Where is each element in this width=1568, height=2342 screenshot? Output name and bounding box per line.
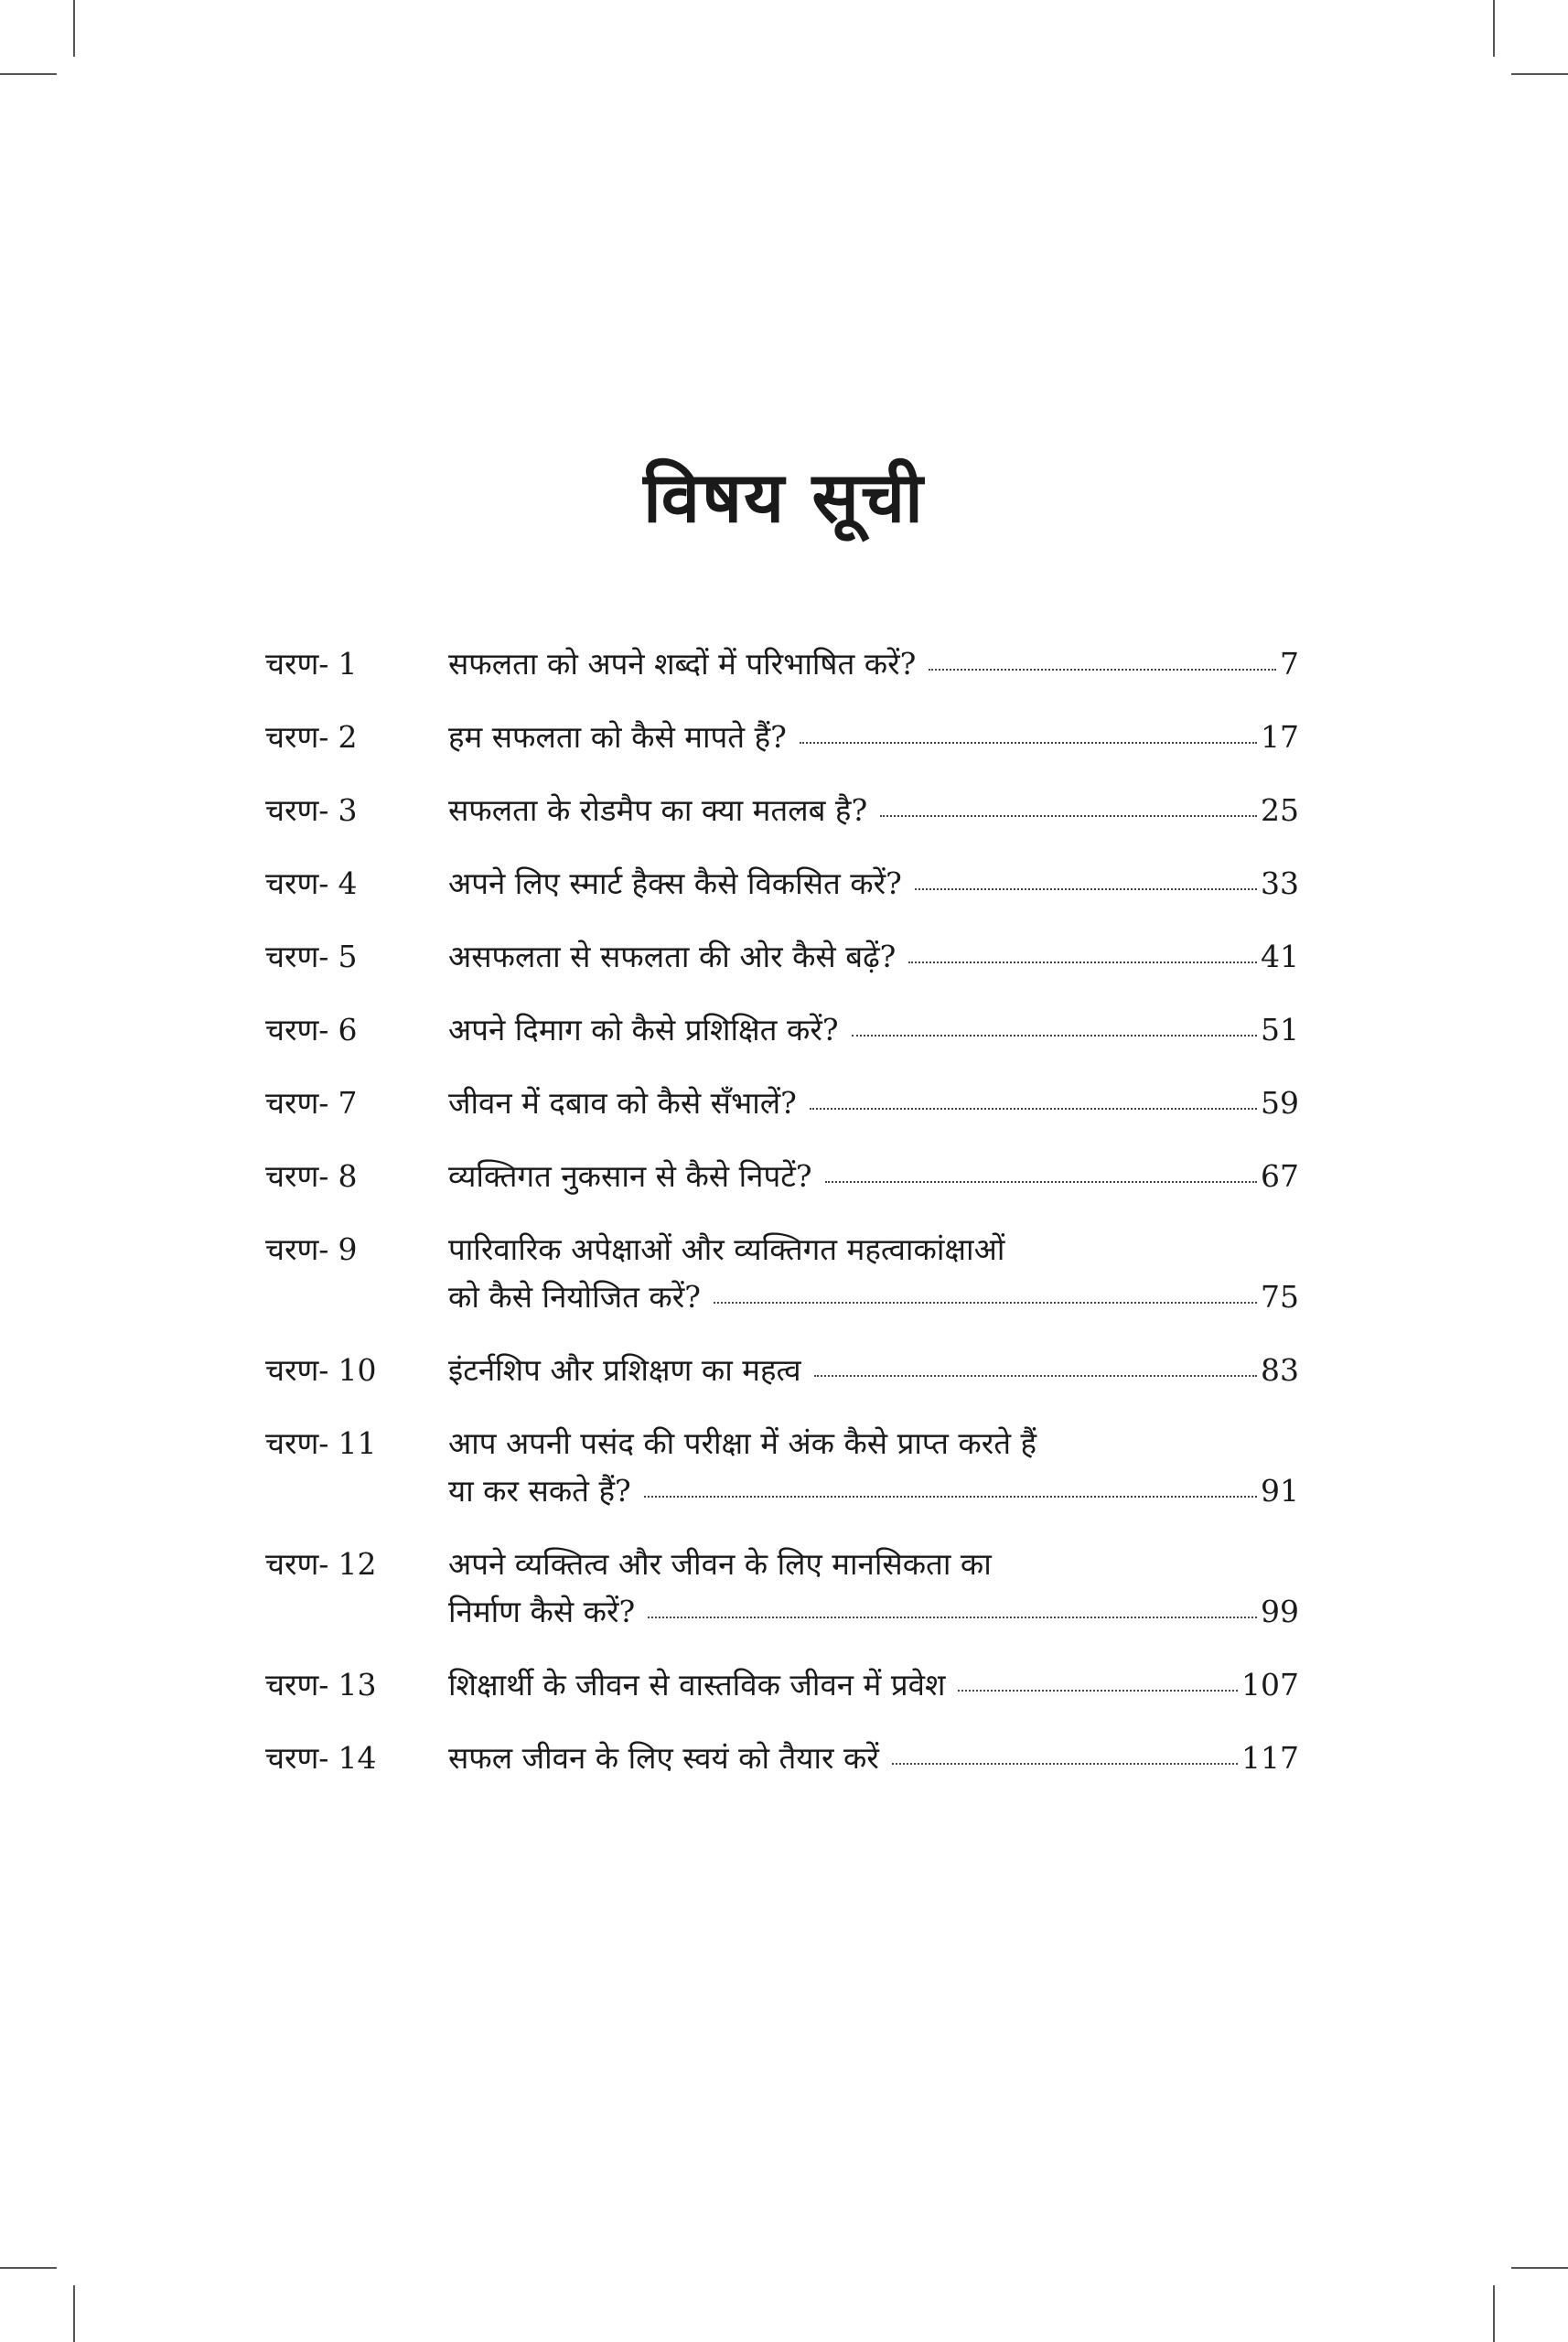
entry-body xyxy=(448,1080,1299,1127)
entry-body xyxy=(448,1226,1299,1321)
entry-body xyxy=(448,714,1299,761)
dot-leader xyxy=(644,1496,1257,1498)
dot-leader xyxy=(852,1035,1257,1037)
chapter-label xyxy=(265,1541,448,1588)
toc-entry xyxy=(265,1006,1299,1054)
chapter-label xyxy=(265,933,448,981)
chapter-number: 4 xyxy=(338,865,358,901)
dot-leader xyxy=(908,962,1257,963)
crop-mark-bottom-right xyxy=(1493,2285,1495,2342)
chapter-word: चरण- xyxy=(265,865,329,901)
chapter-word: चरण- xyxy=(265,1667,329,1703)
entry-title-line: इंटर्नशिप और प्रशिक्षण का महत्व xyxy=(448,1352,801,1388)
chapter-word: चरण- xyxy=(265,1231,329,1267)
chapter-label xyxy=(265,1080,448,1127)
entry-body xyxy=(448,1541,1299,1636)
entry-body xyxy=(448,1347,1299,1394)
entry-title-row xyxy=(448,640,1299,688)
crop-mark-bottom-right-horizontal xyxy=(1511,2267,1568,2269)
entry-title-row xyxy=(448,1467,1299,1515)
chapter-number: 5 xyxy=(338,939,358,974)
entry-body xyxy=(448,860,1299,908)
entry-title-line: को कैसे नियोजित करें? xyxy=(448,1279,701,1315)
entry-title-row xyxy=(448,1661,1299,1709)
chapter-label xyxy=(265,860,448,908)
toc-entry xyxy=(265,1347,1299,1394)
page-number: 75 xyxy=(1261,1279,1299,1315)
entry-title-row xyxy=(448,860,1299,908)
chapter-word: चरण- xyxy=(265,719,329,755)
chapter-number: 13 xyxy=(338,1667,377,1703)
entry-body xyxy=(448,787,1299,834)
chapter-label xyxy=(265,1006,448,1054)
page-number: 25 xyxy=(1261,792,1299,828)
page-number: 7 xyxy=(1280,646,1299,682)
chapter-word: चरण- xyxy=(265,1425,329,1461)
dot-leader xyxy=(648,1617,1257,1618)
table-of-contents xyxy=(265,640,1299,1782)
entry-body xyxy=(448,640,1299,688)
chapter-word: चरण- xyxy=(265,1546,329,1582)
entry-title-line: जीवन में दबाव को कैसे सँभालें? xyxy=(448,1085,797,1121)
page-number: 59 xyxy=(1261,1085,1299,1121)
entry-title-row xyxy=(448,1347,1299,1394)
dot-leader xyxy=(714,1302,1257,1304)
page-title: विषय सूची xyxy=(643,457,925,538)
entry-title-line: सफलता को अपने शब्दों में परिभाषित करें? xyxy=(448,646,917,682)
entry-title-line: हम सफलता को कैसे मापते हैं? xyxy=(448,719,787,755)
crop-mark-bottom-left-horizontal xyxy=(0,2267,57,2269)
dot-leader xyxy=(800,742,1257,744)
page-number: 117 xyxy=(1241,1740,1299,1776)
chapter-label xyxy=(265,1420,448,1467)
entry-title-line: निर्माण कैसे करें? xyxy=(448,1594,636,1629)
chapter-word: चरण- xyxy=(265,939,329,974)
entry-title-row xyxy=(448,933,1299,981)
page-number: 17 xyxy=(1261,719,1299,755)
dot-leader xyxy=(958,1690,1238,1692)
entry-title-line: सफल जीवन के लिए स्वयं को तैयार करें xyxy=(448,1740,879,1776)
entry-title-line: व्यक्तिगत नुकसान से कैसे निपटें? xyxy=(448,1158,812,1194)
chapter-number: 12 xyxy=(338,1546,377,1582)
page-number: 91 xyxy=(1261,1473,1299,1509)
toc-entry xyxy=(265,1735,1299,1782)
page-number: 33 xyxy=(1261,865,1299,901)
chapter-number: 1 xyxy=(338,646,358,682)
entry-body xyxy=(448,933,1299,981)
entry-title-row xyxy=(448,787,1299,834)
toc-entry xyxy=(265,933,1299,981)
toc-entry xyxy=(265,1661,1299,1709)
dot-leader xyxy=(929,669,1276,671)
entry-title-line: पारिवारिक अपेक्षाओं और व्यक्तिगत महत्वाकांक्षाओं xyxy=(448,1231,1005,1267)
chapter-label xyxy=(265,1735,448,1782)
toc-entry xyxy=(265,1541,1299,1636)
chapter-label xyxy=(265,1153,448,1200)
chapter-word: चरण- xyxy=(265,1085,329,1121)
entry-title-line: असफलता से सफलता की ओर कैसे बढ़ें? xyxy=(448,939,897,974)
entry-title-line: अपने लिए स्मार्ट हैक्स कैसे विकसित करें? xyxy=(448,865,902,901)
chapter-number: 11 xyxy=(338,1425,377,1461)
toc-entry xyxy=(265,1226,1299,1321)
page-number: 67 xyxy=(1261,1158,1299,1194)
toc-entry xyxy=(265,787,1299,834)
chapter-label xyxy=(265,1347,448,1394)
entry-body xyxy=(448,1735,1299,1782)
entry-body xyxy=(448,1420,1299,1515)
chapter-number: 14 xyxy=(338,1740,377,1776)
toc-entry xyxy=(265,860,1299,908)
chapter-number: 7 xyxy=(338,1085,358,1121)
chapter-word: चरण- xyxy=(265,1352,329,1388)
page-number: 107 xyxy=(1241,1667,1299,1703)
entry-title-row xyxy=(448,1273,1299,1321)
toc-entry xyxy=(265,714,1299,761)
page-number: 99 xyxy=(1261,1594,1299,1629)
chapter-number: 2 xyxy=(338,719,358,755)
chapter-number: 10 xyxy=(338,1352,377,1388)
crop-mark-top-right xyxy=(1493,0,1495,57)
page-number: 41 xyxy=(1261,939,1299,974)
dot-leader xyxy=(892,1763,1238,1765)
entry-title-row xyxy=(448,1153,1299,1200)
entry-title-line: शिक्षार्थी के जीवन से वास्तविक जीवन में प्रवेश xyxy=(448,1667,946,1703)
chapter-label xyxy=(265,714,448,761)
entry-body xyxy=(448,1006,1299,1054)
entry-title-line: या कर सकते हैं? xyxy=(448,1473,631,1509)
entry-title-line: आप अपनी पसंद की परीक्षा में अंक कैसे प्राप्त करते हैं xyxy=(448,1425,1037,1461)
crop-mark-top-left xyxy=(73,0,75,57)
page-number: 51 xyxy=(1261,1012,1299,1047)
entry-title-line: अपने व्यक्तित्व और जीवन के लिए मानसिकता का xyxy=(448,1546,992,1582)
toc-entry xyxy=(265,1080,1299,1127)
chapter-label xyxy=(265,787,448,834)
toc-entry xyxy=(265,640,1299,688)
chapter-word: चरण- xyxy=(265,1740,329,1776)
crop-mark-top-left-horizontal xyxy=(0,73,57,75)
chapter-word: चरण- xyxy=(265,1158,329,1194)
chapter-number: 6 xyxy=(338,1012,358,1047)
entry-title-row xyxy=(448,1735,1299,1782)
chapter-number: 9 xyxy=(338,1231,358,1267)
chapter-word: चरण- xyxy=(265,1012,329,1047)
dot-leader xyxy=(814,1375,1257,1377)
dot-leader xyxy=(825,1181,1257,1183)
entry-body xyxy=(448,1153,1299,1200)
crop-mark-bottom-left xyxy=(73,2285,75,2342)
crop-mark-top-right-horizontal xyxy=(1511,73,1568,75)
entry-title-line: सफलता के रोडमैप का क्या मतलब है? xyxy=(448,792,868,828)
entry-title-row xyxy=(448,714,1299,761)
chapter-number: 8 xyxy=(338,1158,358,1194)
toc-entry xyxy=(265,1153,1299,1200)
entry-title-row xyxy=(448,1080,1299,1127)
dot-leader xyxy=(915,888,1257,890)
dot-leader xyxy=(810,1108,1257,1110)
chapter-label xyxy=(265,1661,448,1709)
entry-body xyxy=(448,1661,1299,1709)
chapter-word: चरण- xyxy=(265,792,329,828)
entry-title-row xyxy=(448,1588,1299,1636)
entry-title-row xyxy=(448,1006,1299,1054)
chapter-word: चरण- xyxy=(265,646,329,682)
entry-title-line: अपने दिमाग को कैसे प्रशिक्षित करें? xyxy=(448,1012,839,1047)
chapter-label xyxy=(265,640,448,688)
dot-leader xyxy=(880,815,1257,817)
toc-entry xyxy=(265,1420,1299,1515)
chapter-label xyxy=(265,1226,448,1273)
chapter-number: 3 xyxy=(338,792,358,828)
page-number: 83 xyxy=(1261,1352,1299,1388)
